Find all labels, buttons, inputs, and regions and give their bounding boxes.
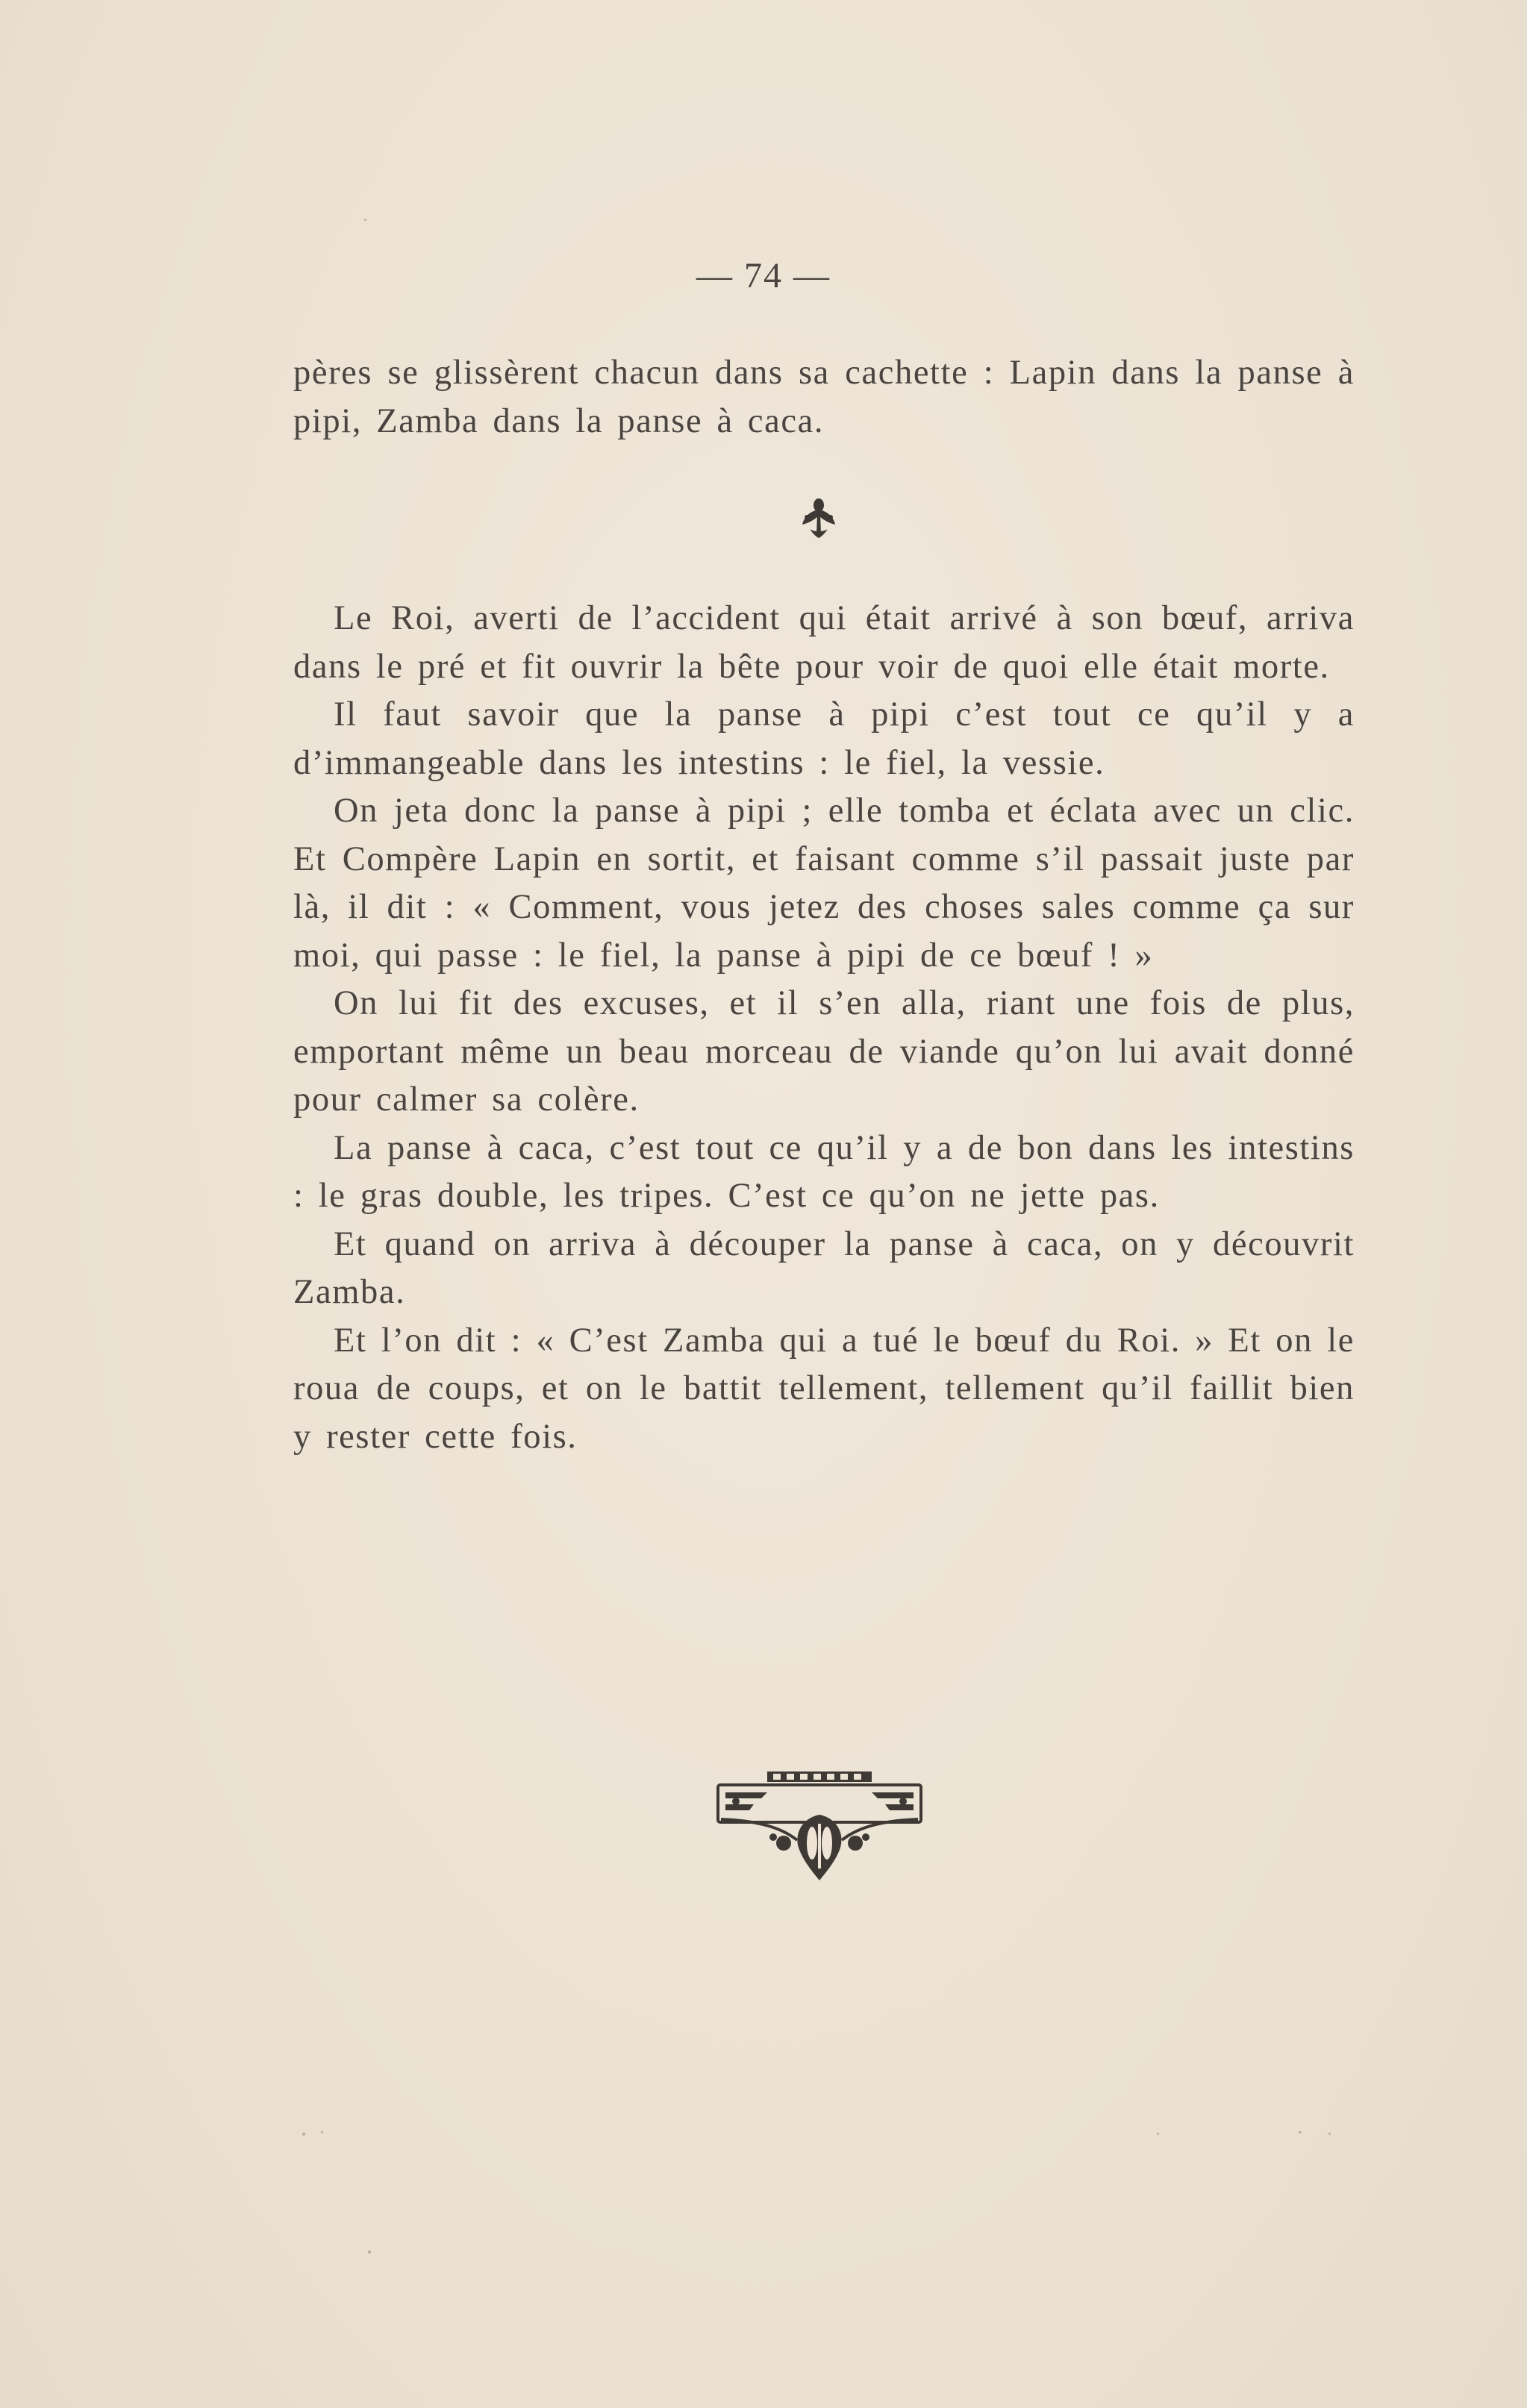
paragraph: La panse à caca, c’est tout ce qu’il y a de bon dans les intestins : le gras double, les tripes. C’est ce qu’on ne jette pas.: [293, 1128, 1355, 1215]
paragraph: On jeta donc la panse à pipi ; elle tomba et éclata avec un clic. Et Compère Lapin en sortit, et faisant comme s’il passait juste par là, il dit : « Comment, vous jetez des choses sales comme ça sur moi, qui passe : le fiel, la panse à pipi de ce bœuf ! »: [293, 792, 1355, 975]
paper-speck: [368, 2251, 371, 2254]
paper-speck: [321, 2131, 323, 2133]
paragraph: Le Roi, averti de l’accident qui était arrivé à son bœuf, arriva dans le pré et fit ouvrir la bête pour voir de quoi elle était morte.: [293, 599, 1355, 686]
paper-speck: [1299, 2131, 1302, 2133]
paper-speck: [1328, 2133, 1331, 2135]
paper-speck: [302, 2133, 305, 2136]
paper-speck: [1157, 2133, 1159, 2135]
fleuron-icon: [799, 495, 838, 544]
paragraph: Il faut savoir que la panse à pipi c’est tout ce qu’il y a d’immangeable dans les intestins : le fiel, la vessie.: [293, 695, 1355, 782]
page-number: — 74 —: [696, 256, 831, 295]
paragraph: On lui fit des excuses, et il s’en alla, riant une fois de plus, emportant même un beau morceau de viande qu’on lui avait donné pour calmer sa colère.: [293, 984, 1355, 1119]
paragraph: pères se glissèrent chacun dans sa cachette : Lapin dans la panse à pipi, Zamba dans la panse à caca.: [293, 354, 1355, 440]
paragraph: Et quand on arriva à découper la panse à caca, on y découvrit Zamba.: [293, 1225, 1355, 1311]
paper-speck: [364, 219, 366, 221]
paragraph: Et l’on dit : « C’est Zamba qui a tué le bœuf du Roi. » Et on le roua de coups, et on le battit tellement, tellement qu’il faillit bien y rester cette fois.: [293, 1321, 1355, 1456]
opening-paragraph-block: [293, 349, 1355, 445]
main-text-block: [293, 595, 1355, 1461]
tailpiece-icon: [715, 1769, 924, 1882]
